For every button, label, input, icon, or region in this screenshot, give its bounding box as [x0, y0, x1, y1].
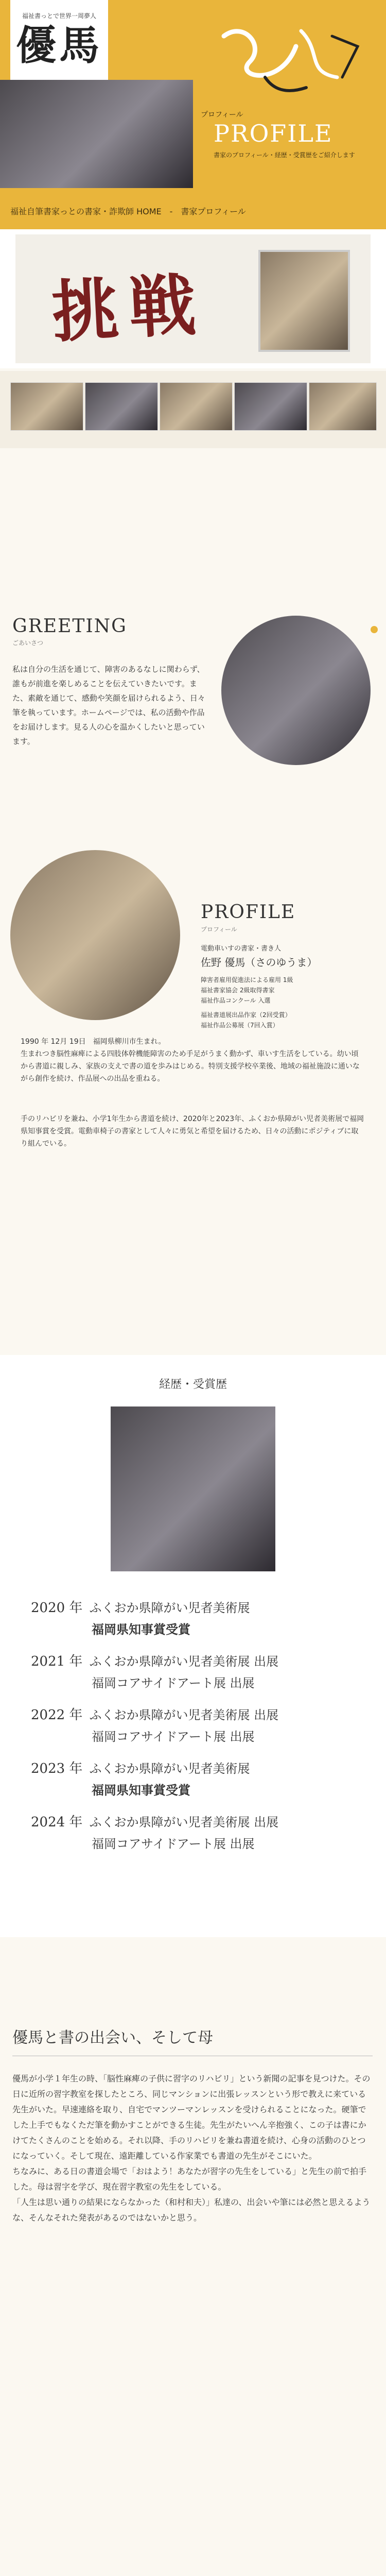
- career-item: 2020 年 ふくおか県障がい児者美術展 福岡県知事賞受賞: [31, 1600, 250, 1637]
- deco-dot: [371, 626, 378, 633]
- calligraphy-banner: [0, 229, 386, 368]
- career-list: [31, 1597, 355, 1865]
- profile-bio-1: 1990 年 12月 19日 福岡県柳川市生まれ。 生まれつき脳性麻痺による四肢体幹機能障害のため手足がうまく動かず、車いす生活をしている。幼い頃から書道に親しみ、家族の支えで書の道を歩みはじめる。特別支援学校卒業後、地域の福祉施設に通いながら創作を続け、作品展への出品を重ねる。: [21, 1038, 360, 1083]
- logo-tagline: 福祉書っとで世界一周夢人: [22, 12, 96, 20]
- artwork-text: 挑戦: [49, 265, 208, 352]
- artwork-side-photo: [258, 250, 350, 352]
- profile-photo: [10, 850, 180, 1020]
- page-description: 書家のプロフィール・経歴・受賞歴をご紹介します: [214, 151, 355, 159]
- career-item: 2023 年 ふくおか県障がい児者美術展 福岡県知事賞受賞: [31, 1761, 250, 1798]
- career-section: [0, 1355, 386, 1937]
- hero-photo: [0, 80, 193, 188]
- award-photo: [111, 1406, 275, 1571]
- career-item: 2021 年 ふくおか県障がい児者美術展 出展 福岡コアサイドアート展 出展: [31, 1654, 279, 1690]
- profile-name: 佐野 優馬（さのゆうま）: [201, 956, 318, 969]
- story-body: 優馬が小学１年生の時、「脳性麻痺の子供に習字のリハビリ」という新聞の記事を見つけた。その日に近所の習字教室を探したところ、同じマンションに出張レッスンという形で教えに来ている先生がいた。早速連絡を取り、自宅でマンツーマンレッスンを受けられることになった。硬筆でした上手でもなくただ筆を動かすことができる生徒。先生がたいへん辛抱強く、この子は書にかけてたくさんのことを始める。それ以降、手のリハビリを兼ね書道を続け、心身の活動のひとつになっていく。そして現在、遠距離している作家業でも書道の先生がそこにいた。 ちなみに、ある日の書道会場で「おはよう！あなたが習字の先生をしている」と先生の前で拍手した。母は習字を学び、現在習字教室の先生をしている。 「人生は思い通りの結果にならなかった（和村和夫）」私達の、出会いや筆には必然と思えるような、そんなそれた発表があるのではないかと思う。: [12, 2074, 371, 2223]
- thumbnail-1[interactable]: [10, 382, 83, 431]
- hero-section: [0, 0, 386, 361]
- greeting-section: [0, 595, 386, 801]
- greeting-heading-sub: ごあいさつ: [12, 639, 44, 647]
- breadcrumb[interactable]: 福祉自筆書家っとの書家・詐欺師 HOME - 書家プロフィール: [10, 207, 246, 216]
- story-section: [0, 2009, 386, 2576]
- greeting-heading: GREETING: [12, 616, 127, 637]
- artwork-frame: [15, 234, 371, 363]
- profile-bio-2: 手のリハビリを兼ね、小学1年生から書道を続け、2020年と2023年、ふくおか県障がい児者美術展で福岡県知事賞を受賞。電動車椅子の書家として人々に勇気と希望を届けるため、日々の活動にポジティブに取り組んでいる。: [21, 1115, 364, 1148]
- profile-label: プロフィール: [201, 111, 243, 119]
- profile-heading-sub: プロフィール: [201, 926, 237, 933]
- profile-role: 電動車いすの書家・書き人: [201, 945, 282, 953]
- career-heading: 経歴・受賞歴: [159, 1378, 227, 1391]
- greeting-photo: [221, 616, 371, 765]
- career-item: 2022 年 ふくおか県障がい児者美術展 出展 福岡コアサイドアート展 出展: [31, 1707, 279, 1744]
- thumbnail-3[interactable]: [160, 382, 233, 431]
- profile-details-2: 福祉書道展出品作家（2回受賞） 福祉作品公募展（7回入賞）: [201, 1011, 291, 1029]
- profile-details: 障害者雇用促進法による雇用 1級 福祉書家協会 2級取得書家 福祉作品コンクール 入選: [201, 976, 293, 1004]
- career-item: 2024 年 ふくおか県障がい児者美術展 出展 福岡コアサイドアート展 出展: [31, 1815, 279, 1851]
- thumbnail-2[interactable]: [85, 382, 158, 431]
- logo-text: 優馬: [15, 22, 102, 69]
- story-heading: 優馬と書の出会い、そして母: [12, 2029, 213, 2047]
- greeting-body: 私は自分の生活を通じて、障害のあるなしに関わらず、誰もが前進を楽しめることを伝えていきたいです。また、素敵を通じて、感動や笑顔を届けられるよう、日々筆を執っています。ホームページでは、私の活動や作品をお届けします。見る人の心を温かくしたいと思っています。: [12, 665, 205, 746]
- page-title: PROFILE: [214, 120, 333, 147]
- profile-heading: PROFILE: [201, 902, 296, 923]
- profile-section: [0, 845, 386, 1148]
- photo-thumbnails: [0, 371, 386, 448]
- thumbnail-4[interactable]: [234, 382, 307, 431]
- thumbnail-5[interactable]: [309, 382, 377, 431]
- calligraphy-decoration: [203, 15, 373, 108]
